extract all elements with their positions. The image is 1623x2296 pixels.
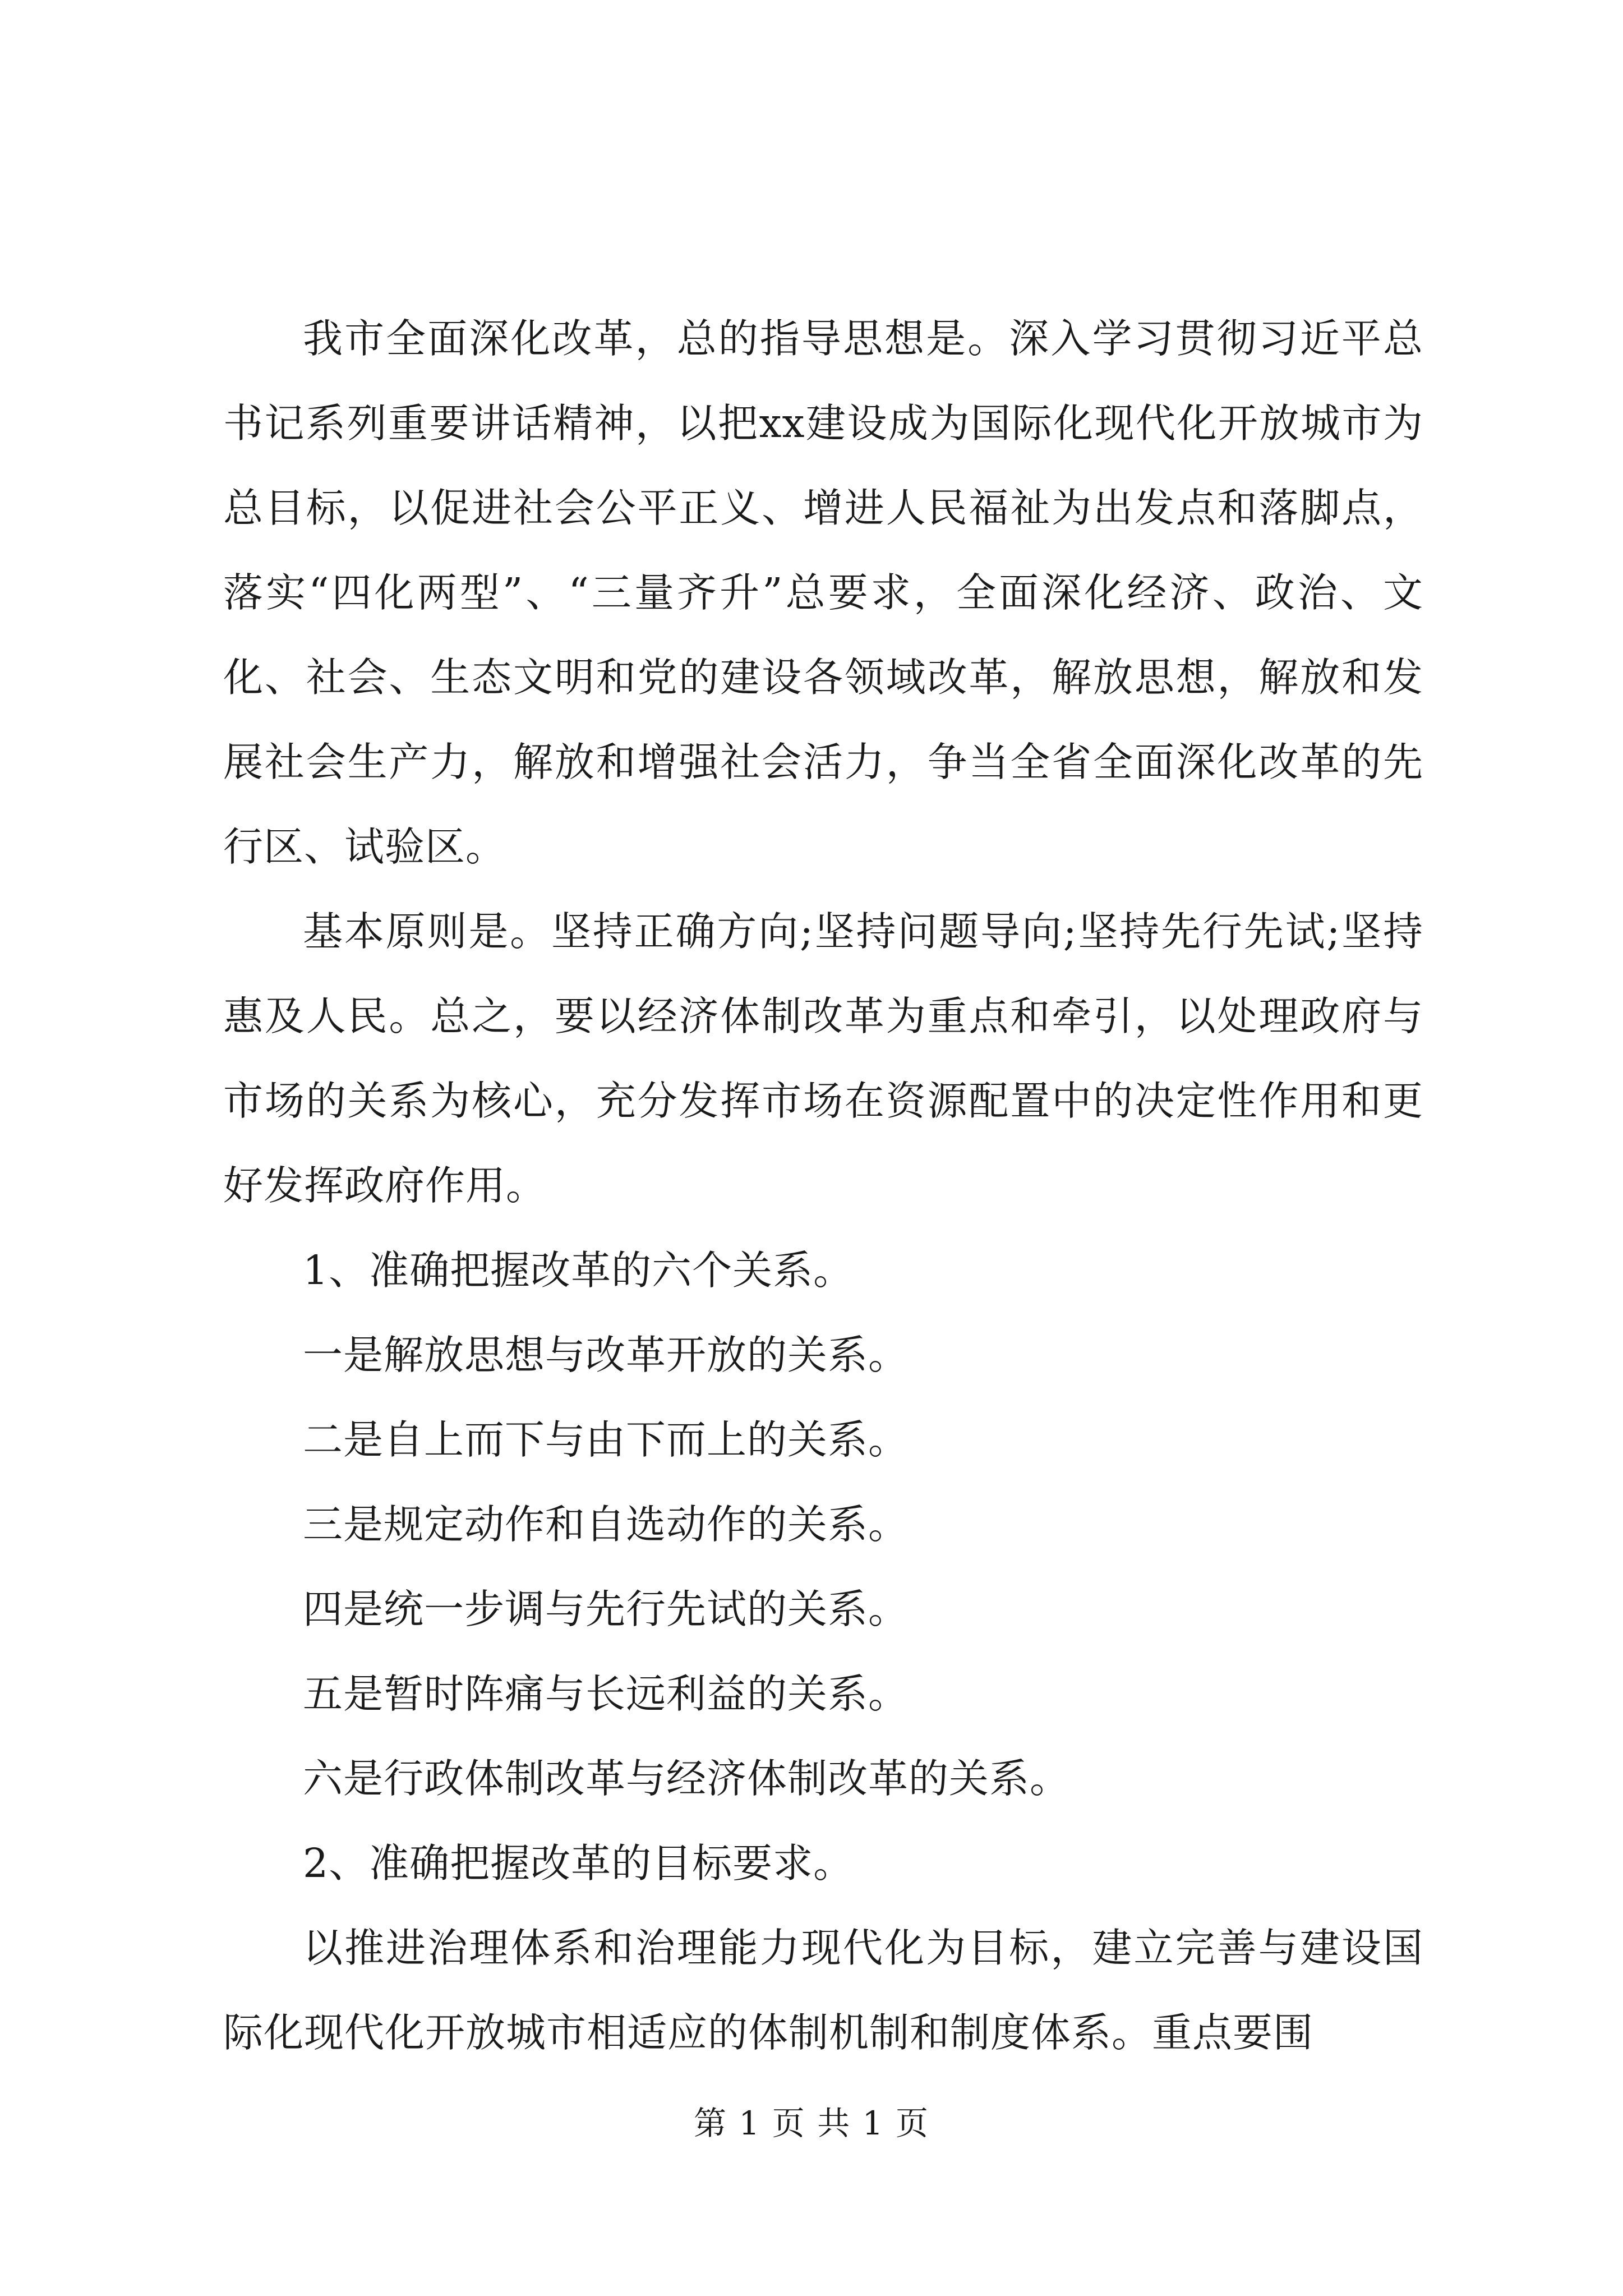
page-number-footer: 第 1 页 共 1 页 xyxy=(694,2104,929,2142)
section-heading-six-relations: 1、准确把握改革的六个关系。 xyxy=(303,1247,854,1294)
relation-item-6: 六是行政体制改革与经济体制改革的关系。 xyxy=(303,1755,1071,1802)
relation-item-5: 五是暂时阵痛与长远利益的关系。 xyxy=(303,1671,909,1717)
section-heading-goals: 2、准确把握改革的目标要求。 xyxy=(303,1840,854,1887)
document-body xyxy=(223,296,1423,2075)
relation-item-4: 四是统一步调与先行先试的关系。 xyxy=(303,1586,909,1632)
relation-item-3: 三是规定动作和自选动作的关系。 xyxy=(303,1501,909,1548)
relation-item-1: 一是解放思想与改革开放的关系。 xyxy=(303,1332,909,1378)
relation-item-2: 二是自上而下与由下而上的关系。 xyxy=(303,1416,909,1463)
paragraph-guiding-thought: 我市全面深化改革，总的指导思想是。深入学习贯彻习近平总书记系列重要讲话精神，以把xx建设成为国际化现代化开放城市为总目标，以促进社会公平正义、增进人民福祉为出发点和落脚点，落实“四化两型”、“三量齐升”总要求，全面深化经济、政治、文化、社会、生态文明和党的建设各领域改革，解放思想，解放和发展社会生产力，解放和增强社会活力，争当全省全面深化改革的先行区、试验区。 xyxy=(223,315,1423,870)
paragraph-goals: 以推进治理体系和治理能力现代化为目标，建立完善与建设国际化现代化开放城市相适应的体制机制和制度体系。重点要围 xyxy=(223,1925,1423,2056)
paragraph-basic-principles: 基本原则是。坚持正确方向;坚持问题导向;坚持先行先试;坚持惠及人民。总之，要以经济体制改革为重点和牵引，以处理政府与市场的关系为核心，充分发挥市场在资源配置中的决定性作用和更好发挥政府作用。 xyxy=(223,908,1423,1209)
